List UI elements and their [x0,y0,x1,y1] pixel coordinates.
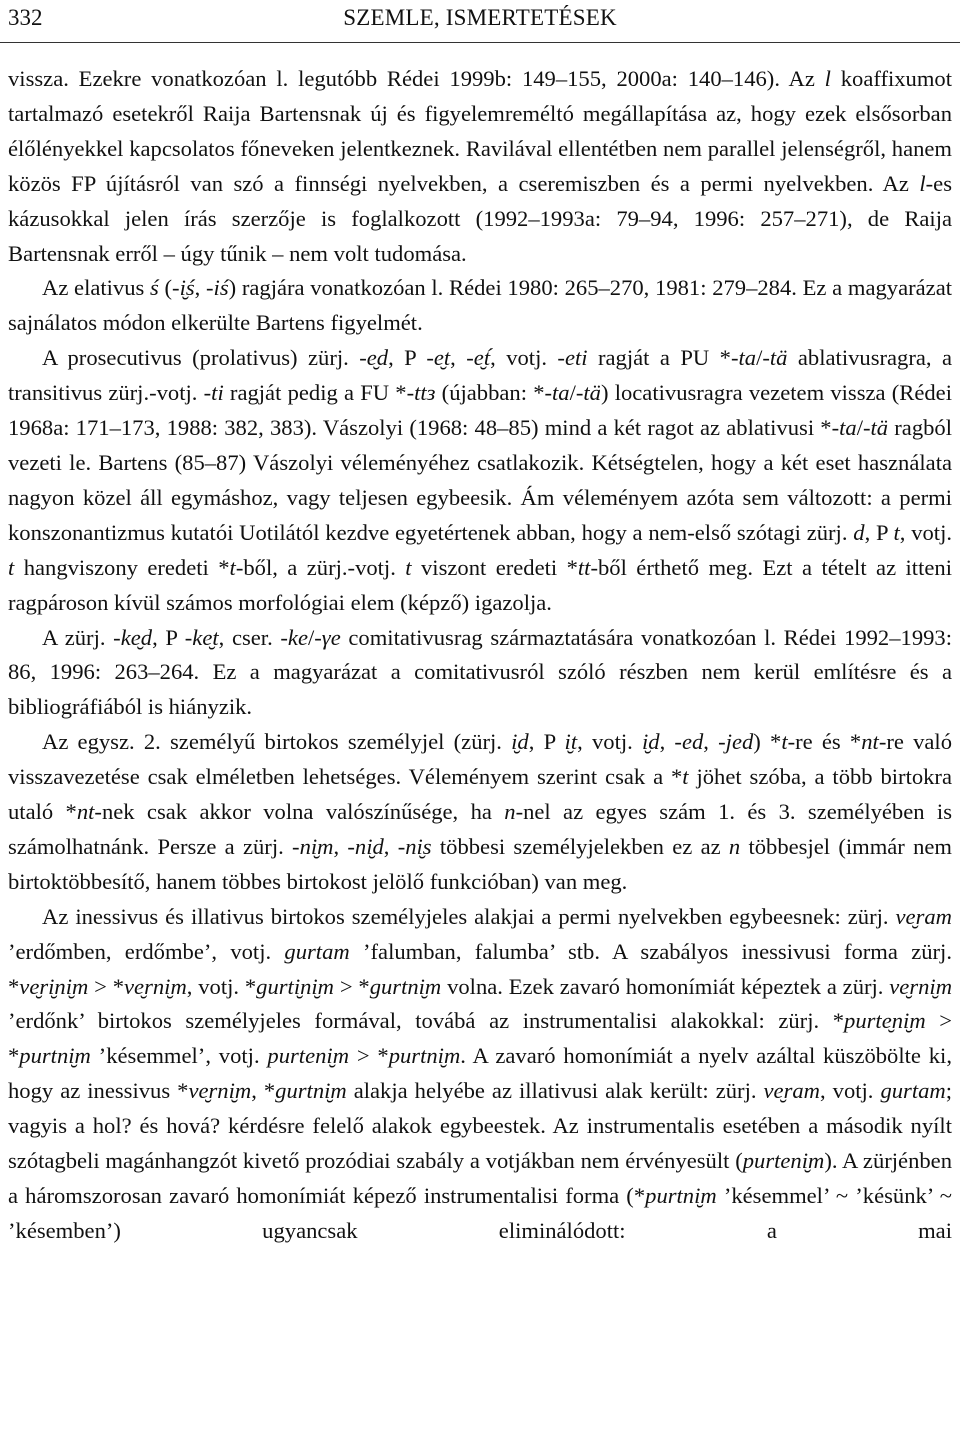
italic-form: n [504,799,516,825]
italic-form: ni̮m [299,833,334,859]
paragraph: Az elativus ś (-i̮ś, -iś) ragjára vonatkozóan l. Rédei 1980: 265–270, 1981: 279–284. Ez a magyarázat sajnálatos módon elkerülte Bartens figyelmét. [8,275,953,336]
paragraph: vissza. Ezekre vonatkozóan l. legutóbb Rédei 1999b: 149–155, 2000a: 140–146). Az l koaffixumot tartalmazó esetekről Raija Bartensnak új és figyelemreméltó megállapítása az, hogy ezek elsősorban élőlényekkel kapcsolatos főneveken jelentkeznek. Ravilával ellentétben nem parallel jelenségről, hanem közös FP újításról van szó a finnségi nyelvekben, a cseremiszben és a permi nyelvekben. Az l-es kázusokkal jelen írás szerzője is foglalkozott (1992–1993a: 79–94, 1996: 257–271), de Raija Bartensnak erről – úgy tűnik – nem volt tudomása. [8,66,953,266]
italic-form: ni̮d [354,833,384,859]
running-title: SZEMLE, ISMERTETÉSEK [343,5,617,30]
italic-form: gurtni̮m [369,973,442,999]
paragraph: Az inessivus és illativus birtokos személyjeles alakjai a permi nyelvekben egybeesnek: zürj. ve̮ram ’erdőmben, erdőmbe’, votj. gurtam ’falumban, falumba’ stb. A szabályos inessivusi forma zürj. *ve̮ri̮ni̮m > *ve̮rni̮m, votj. *gurti̮ni̮m > *gurtni̮m volna. Ezek zavaró homonímiát képeztek a zürj. ve̮rni̮m ’erdőnk’ birtokos személyjeles formával, továbá az instrumentalisi alakokkal: zürj. *purte̮ni̮m > *purtni̮m ’késemmel’, votj. purteni̮m > *purtni̮m. A zavaró homonímiát a nyelv azáltal küszöbölte ki, hogy az inessivus *ve̮rni̮m, *gurtni̮m alakja helyébe az illativusi alak került: zürj. ve̮ram, votj. gurtam; vagyis a hol? és hová? kérdésre felelő alakok egybeestek. Az instrumentalis esetében a második nyílt szótagbeli magánhangzót kivető prozódiai szabály a votjákban nem érvényesült (purteni̮m). A zürjénben a háromszorosan zavaró homonímiát képező instrumentalisi forma (*purtni̮m ’késemmel’ ~ ’késünk’ ~ ’késemben’) ugyancsak eliminálódott: a mai [8,903,953,1243]
italic-form: nt [861,729,879,755]
italic-form: ke [287,624,308,650]
italic-form: tä [583,380,601,406]
italic-form: l [919,170,926,196]
italic-form: gurti̮ni̮m [256,973,334,999]
italic-form: e̮t [433,345,451,371]
page-header [8,0,952,40]
italic-form: t [405,554,412,580]
italic-form: t [8,554,15,580]
italic-form: i̮d [641,729,660,755]
italic-form: gurtni̮m [275,1078,347,1104]
italic-form: purteni̮m [267,1043,350,1069]
italic-form: ve̮rni̮m [889,973,953,999]
article-body [8,62,952,1249]
italic-form: γe [321,624,341,650]
italic-form: ke̮t [192,624,219,650]
italic-form: ve̮ri̮ni̮m [19,973,89,999]
italic-form: ta [738,345,757,371]
italic-form: eti [564,345,588,371]
italic-form: tä [870,415,889,441]
italic-form: ttз [414,380,436,406]
italic-form: purteni̮m [742,1148,825,1174]
paragraph: Az egysz. 2. személyű birtokos személyjel (zürj. i̮d, P i̮t, votj. i̮d, -ed, -jed) *t-re és *nt-re való visszavezetése csak elméletben lehetséges. Véleményem szerint csak a *t jöhet szóba, a több birtokra utaló *nt-nek csak akkor volna valószínűsége, ha n-nel az egyes szám 1. és 3. személyében is számolhatnánk. Persze a zürj. -ni̮m, -ni̮d, -ni̮s többesi személyjelekben ez az n többesjel (immár nem birtoktöbbesítő, hanem többes birtokost jelölő funkcióban) van meg. [8,729,952,894]
italic-form: ta [552,380,570,406]
italic-form: i̮t [564,729,578,755]
paragraph: A prosecutivus (prolativus) zürj. -e̮d, P -e̮t, -e̮t́, votj. -eti ragját a PU *-ta/-tä ablativusragra, a transitivus zürj.-votj. -ti ragját pedig a FU *-ttз (újabban: *-ta/-tä) locativusragra vezetem vissza (Rédei 1968a: 171–173, 1988: 382, 383). Vászolyi (1968: 48–85) mind a két ragot az ablativusi *-ta/-tä ragból vezeti le. Bartens (85–87) Vászolyi véleményéhez csatlakozik. Kétségtelen, hogy a két eset használata nagyon közel áll egymáshoz, vagy teljesen egybeesik. Ám véleményem azóta sem változott: a permi konszonantizmus kutatói Uotilától kezdve egyetértenek abban, hogy a nem-első szótagi zürj. d, P t, votj. t hangviszony eredeti *t-ből, a zürj.-votj. t viszont eredeti *tt-ből érthető meg. Ezt a tételt az itteni ragpároson kívül számos morfológiai elem (képző) igazolja. [8,345,953,615]
italic-form: ve̮ram [763,1078,820,1104]
italic-form: ta [839,415,857,441]
italic-form: ke̮d [120,624,153,650]
italic-form: ti [211,380,224,406]
italic-form: gurtam [880,1078,946,1104]
italic-form: iś [213,275,229,301]
italic-form: ve̮rni̮m [124,973,187,999]
italic-form: n [728,833,741,859]
italic-form: purtni̮m [19,1043,91,1069]
italic-form: ed [681,729,704,755]
paragraph: A zürj. -ke̮d, P -ke̮t, cser. -ke/-γe comitativusrag származtatására vonatkozóan l. Rédei 1992–1993: 86, 1996: 263–264. Ez a magyarázat a comitativusról szóló részben nem kerül említésre és a bibliográfiából is hiányzik. [8,624,952,720]
italic-form: nt [76,799,95,825]
italic-form: gurtam [284,938,350,964]
italic-form: t [893,519,900,545]
italic-form: l [824,66,831,91]
italic-form: ve̮ram [895,903,952,929]
italic-form: i̮d [511,729,529,755]
italic-form: jed [725,729,754,755]
italic-form: i̮ś [179,275,195,301]
italic-form: e̮t́ [473,345,491,371]
italic-form: ve̮rni̮m [188,1078,252,1104]
italic-form: purte̮ni̮m [844,1008,926,1034]
italic-form: purtni̮m [645,1183,717,1208]
italic-form: tt [577,554,591,580]
italic-form: t [229,554,236,580]
italic-form: ś [150,275,159,301]
italic-form: tä [769,345,788,371]
italic-form: purtni̮m [388,1043,461,1069]
header-rule [0,42,960,43]
italic-form: t [682,764,689,790]
italic-form: t [781,729,788,755]
page-number: 332 [8,5,43,30]
italic-form: ni̮s [405,833,432,859]
italic-form: d [853,519,865,545]
italic-form: e̮d [366,345,389,371]
